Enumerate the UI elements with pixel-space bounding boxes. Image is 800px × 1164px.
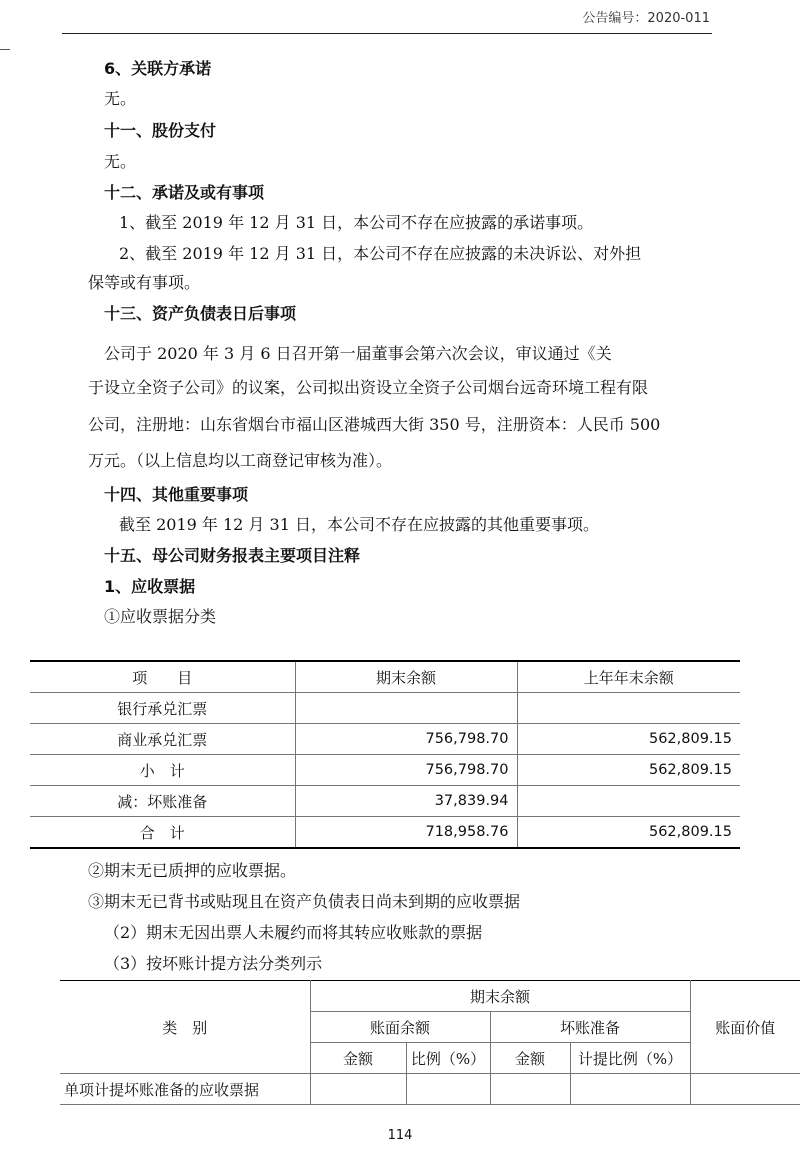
notes-receivable-table: [30, 660, 740, 849]
header-category: 类 别: [60, 981, 310, 1074]
row-label: 小 计: [30, 755, 295, 786]
paragraph-subsidiary-4: 万元。（以上信息均以工商登记审核为准）。: [88, 451, 393, 470]
paragraph-none-1: 无。: [104, 89, 137, 108]
row-label: 减：坏账准备: [30, 786, 295, 817]
row-prior-year-end: [517, 786, 740, 817]
subsection-heading-notes-receivable: 1、应收票据: [104, 577, 196, 596]
paragraph-subsidiary-1: 公司于 2020 年 3 月 6 日召开第一届董事会第六次会议，审议通过《关: [104, 344, 612, 363]
row-period-end: 37,839.94: [295, 786, 517, 817]
row-label: 银行承兑汇票: [30, 693, 295, 724]
paragraph-subsidiary-2: 于设立全资子公司》的议案，公司拟出资设立全资子公司烟台远奇环境工程有限: [88, 378, 649, 397]
table-header-row: [60, 981, 800, 1012]
margin-mark: [0, 49, 10, 50]
header-ratio: 比例（%）: [406, 1043, 490, 1074]
paragraph-commitment-2: 2、截至 2019 年 12 月 31 日，本公司不存在应披露的未决诉讼、对外担: [119, 244, 642, 263]
header-amount: 金额: [310, 1043, 406, 1074]
section-heading-subsequent-events: 十三、资产负债表日后事项: [104, 304, 297, 323]
header-period-end: 期末余额: [295, 661, 517, 693]
section-heading-share-payment: 十一、股份支付: [104, 121, 217, 140]
row-prior-year-end: 562,809.15: [517, 817, 740, 849]
note-no-transfer: （2）期末无因出票人未履约而将其转应收账款的票据: [104, 923, 483, 942]
row-period-end: 756,798.70: [295, 724, 517, 755]
table-row: [30, 786, 740, 817]
row-period-end: 756,798.70: [295, 755, 517, 786]
row-provision-amount: [490, 1074, 570, 1105]
table-header-row: [30, 661, 740, 693]
row-label: 商业承兑汇票: [30, 724, 295, 755]
row-prior-year-end: 562,809.15: [517, 755, 740, 786]
table-row: [30, 755, 740, 786]
table-row: [30, 724, 740, 755]
header-period-end-balance: 期末余额: [310, 981, 690, 1012]
header-prior-year-end: 上年年末余额: [517, 661, 740, 693]
section-heading-commitments: 十二、承诺及或有事项: [104, 183, 265, 202]
row-ratio: [406, 1074, 490, 1105]
paragraph-none-2: 无。: [104, 152, 137, 171]
header-item: 项 目: [30, 661, 295, 693]
note-classification-method: （3）按坏账计提方法分类列示: [104, 954, 323, 973]
header-provision-amount: 金额: [490, 1043, 570, 1074]
header-provision-ratio: 计提比例（%）: [570, 1043, 690, 1074]
row-prior-year-end: [517, 693, 740, 724]
table-row: [30, 693, 740, 724]
paragraph-subsidiary-3: 公司，注册地：山东省烟台市福山区港城西大街 350 号，注册资本：人民币 500: [88, 415, 661, 434]
row-amount: [310, 1074, 406, 1105]
row-label: 单项计提坏账准备的应收票据: [60, 1074, 310, 1105]
table-caption-classification: ①应收票据分类: [104, 607, 217, 626]
row-period-end: 718,958.76: [295, 817, 517, 849]
header-rule: [62, 33, 712, 34]
bad-debt-classification-table: [60, 980, 800, 1105]
table-row: [30, 817, 740, 849]
section-heading-parent-notes: 十五、母公司财务报表主要项目注释: [104, 546, 361, 565]
section-heading-related-party: 6、关联方承诺: [104, 59, 212, 78]
note-no-pledged: ②期末无已质押的应收票据。: [88, 861, 297, 880]
row-book-value: [690, 1074, 800, 1105]
page-number: 114: [387, 1128, 413, 1143]
row-prior-year-end: 562,809.15: [517, 724, 740, 755]
header-book-value: 账面价值: [690, 981, 800, 1074]
announcement-number: 公告编号：2020-011: [582, 11, 710, 26]
header-book-balance: 账面余额: [310, 1012, 490, 1043]
row-provision-ratio: [570, 1074, 690, 1105]
paragraph-other-matters: 截至 2019 年 12 月 31 日，本公司不存在应披露的其他重要事项。: [119, 515, 599, 534]
section-heading-other-matters: 十四、其他重要事项: [104, 485, 249, 504]
note-no-endorsed: ③期末无已背书或贴现且在资产负债表日尚未到期的应收票据: [88, 892, 521, 911]
header-bad-debt-provision: 坏账准备: [490, 1012, 690, 1043]
row-label: 合 计: [30, 817, 295, 849]
paragraph-commitment-1: 1、截至 2019 年 12 月 31 日，本公司不存在应披露的承诺事项。: [119, 213, 594, 232]
table-row: [60, 1074, 800, 1105]
row-period-end: [295, 693, 517, 724]
paragraph-commitment-2-cont: 保等或有事项。: [88, 273, 201, 292]
